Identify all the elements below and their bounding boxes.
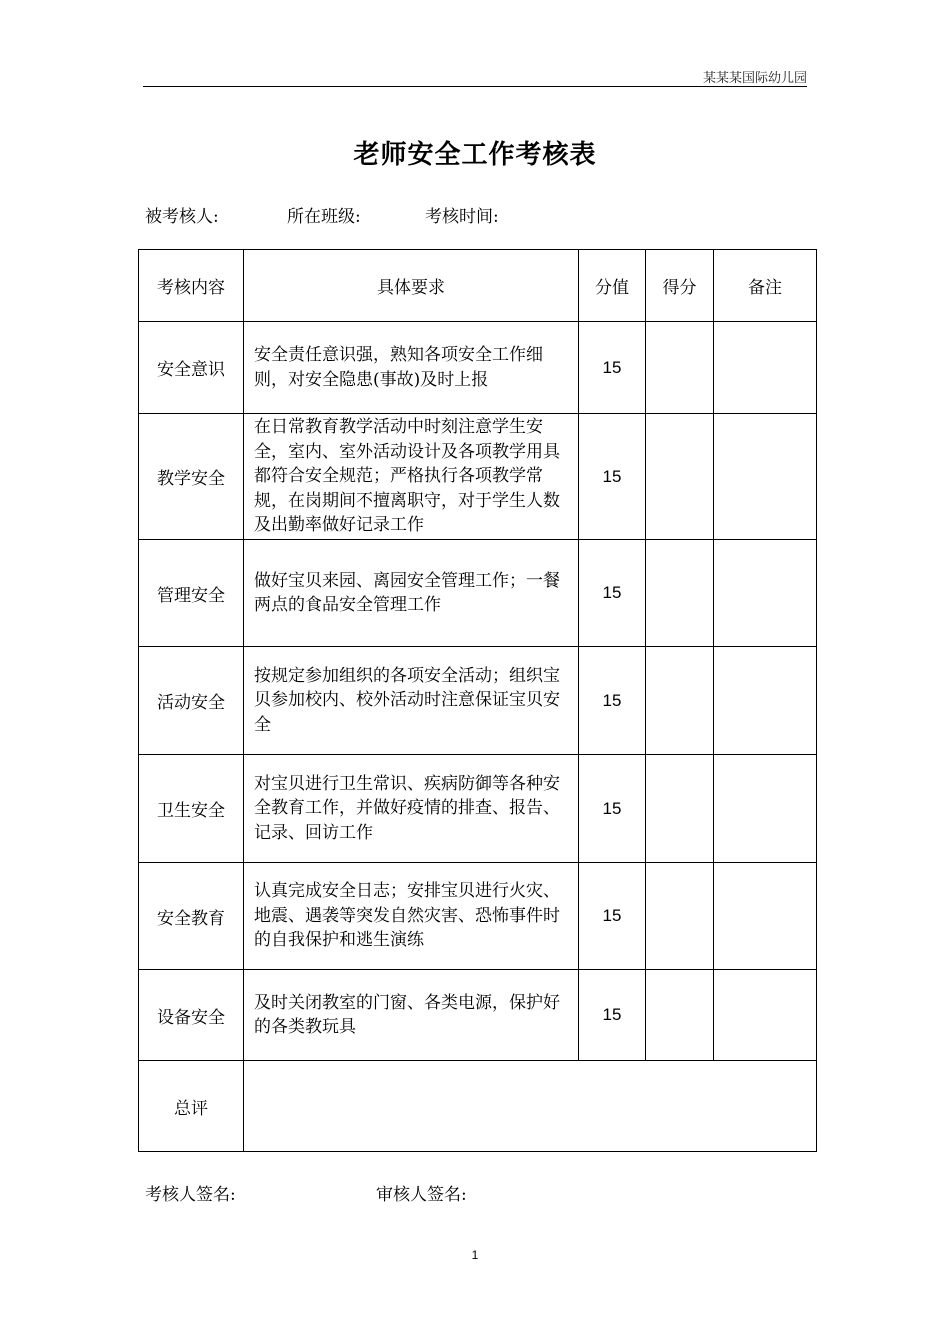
row-category: 安全教育	[139, 863, 244, 970]
row-requirement: 认真完成安全日志；安排宝贝进行火灾、地震、遇袭等突发自然灾害、恐怖事件时的自我保护和逃生演练	[254, 881, 560, 951]
row-score: 15	[579, 322, 646, 414]
row-requirement: 及时关闭教室的门窗、各类电源，保护好的各类教玩具	[254, 992, 560, 1037]
row-requirement-cell	[244, 647, 579, 755]
row-requirement-cell	[244, 755, 579, 863]
row-score: 15	[579, 540, 646, 647]
row-remarks-cell[interactable]	[714, 970, 817, 1061]
header-score: 分值	[579, 250, 646, 322]
row-category: 卫生安全	[139, 755, 244, 863]
table-row	[139, 863, 817, 970]
row-obtained-cell[interactable]	[646, 970, 714, 1061]
row-requirement: 在日常教育教学活动中时刻注意学生安全，室内、室外活动设计及各项教学用具都符合安全规范；严格执行各项教学常规，在岗期间不擅离职守，对于学生人数及出勤率做好记录工作	[254, 417, 560, 536]
row-requirement-cell	[244, 540, 579, 647]
row-requirement-cell	[244, 970, 579, 1061]
row-remarks-cell[interactable]	[714, 647, 817, 755]
header-obtained: 得分	[646, 250, 714, 322]
header-remarks: 备注	[714, 250, 817, 322]
row-obtained-cell[interactable]	[646, 863, 714, 970]
page-title: 老师安全工作考核表	[353, 140, 597, 170]
row-score: 15	[579, 647, 646, 755]
header-org-name: 某某某国际幼儿园	[702, 71, 807, 86]
row-requirement: 按规定参加组织的各项安全活动；组织宝贝参加校内、校外活动时注意保证宝贝安全	[254, 665, 560, 735]
table-row	[139, 414, 817, 540]
row-score: 15	[579, 755, 646, 863]
row-requirement: 对宝贝进行卫生常识、疾病防御等各种安全教育工作，并做好疫情的排查、报告、记录、回访工作	[254, 773, 560, 843]
assessee-label: 被考核人:	[145, 207, 219, 227]
class-label: 所在班级:	[287, 207, 361, 227]
row-score: 15	[579, 970, 646, 1061]
row-category: 管理安全	[139, 540, 244, 647]
row-requirement: 安全责任意识强，熟知各项安全工作细则，对安全隐患(事故)及时上报	[254, 345, 543, 390]
row-requirement-cell	[244, 863, 579, 970]
row-obtained-cell[interactable]	[646, 322, 714, 414]
row-requirement-cell	[244, 414, 579, 540]
row-category: 教学安全	[139, 414, 244, 540]
page-number: 1	[471, 1248, 479, 1262]
header-category: 考核内容	[139, 250, 244, 322]
table-header-row	[139, 250, 817, 322]
row-category: 设备安全	[139, 970, 244, 1061]
row-remarks-cell[interactable]	[714, 755, 817, 863]
table-row	[139, 322, 817, 414]
row-remarks-cell[interactable]	[714, 863, 817, 970]
row-obtained-cell[interactable]	[646, 647, 714, 755]
table-row	[139, 647, 817, 755]
table-row	[139, 755, 817, 863]
header-divider	[143, 86, 807, 87]
summary-label: 总评	[139, 1061, 244, 1152]
row-category: 安全意识	[139, 322, 244, 414]
row-obtained-cell[interactable]	[646, 755, 714, 863]
assessment-table	[138, 249, 817, 1152]
row-score: 15	[579, 414, 646, 540]
row-obtained-cell[interactable]	[646, 414, 714, 540]
row-requirement-cell	[244, 322, 579, 414]
row-remarks-cell[interactable]	[714, 414, 817, 540]
assessor-signature-label: 考核人签名:	[145, 1185, 236, 1205]
row-obtained-cell[interactable]	[646, 540, 714, 647]
row-score: 15	[579, 863, 646, 970]
assessment-time-label: 考核时间:	[425, 207, 499, 227]
row-category: 活动安全	[139, 647, 244, 755]
reviewer-signature-label: 审核人签名:	[376, 1185, 467, 1205]
row-remarks-cell[interactable]	[714, 540, 817, 647]
row-remarks-cell[interactable]	[714, 322, 817, 414]
table-row	[139, 970, 817, 1061]
summary-cell[interactable]	[244, 1061, 817, 1152]
table-row	[139, 540, 817, 647]
row-requirement: 做好宝贝来园、离园安全管理工作；一餐两点的食品安全管理工作	[254, 570, 560, 615]
header-requirement: 具体要求	[244, 250, 579, 322]
summary-row	[139, 1061, 817, 1152]
